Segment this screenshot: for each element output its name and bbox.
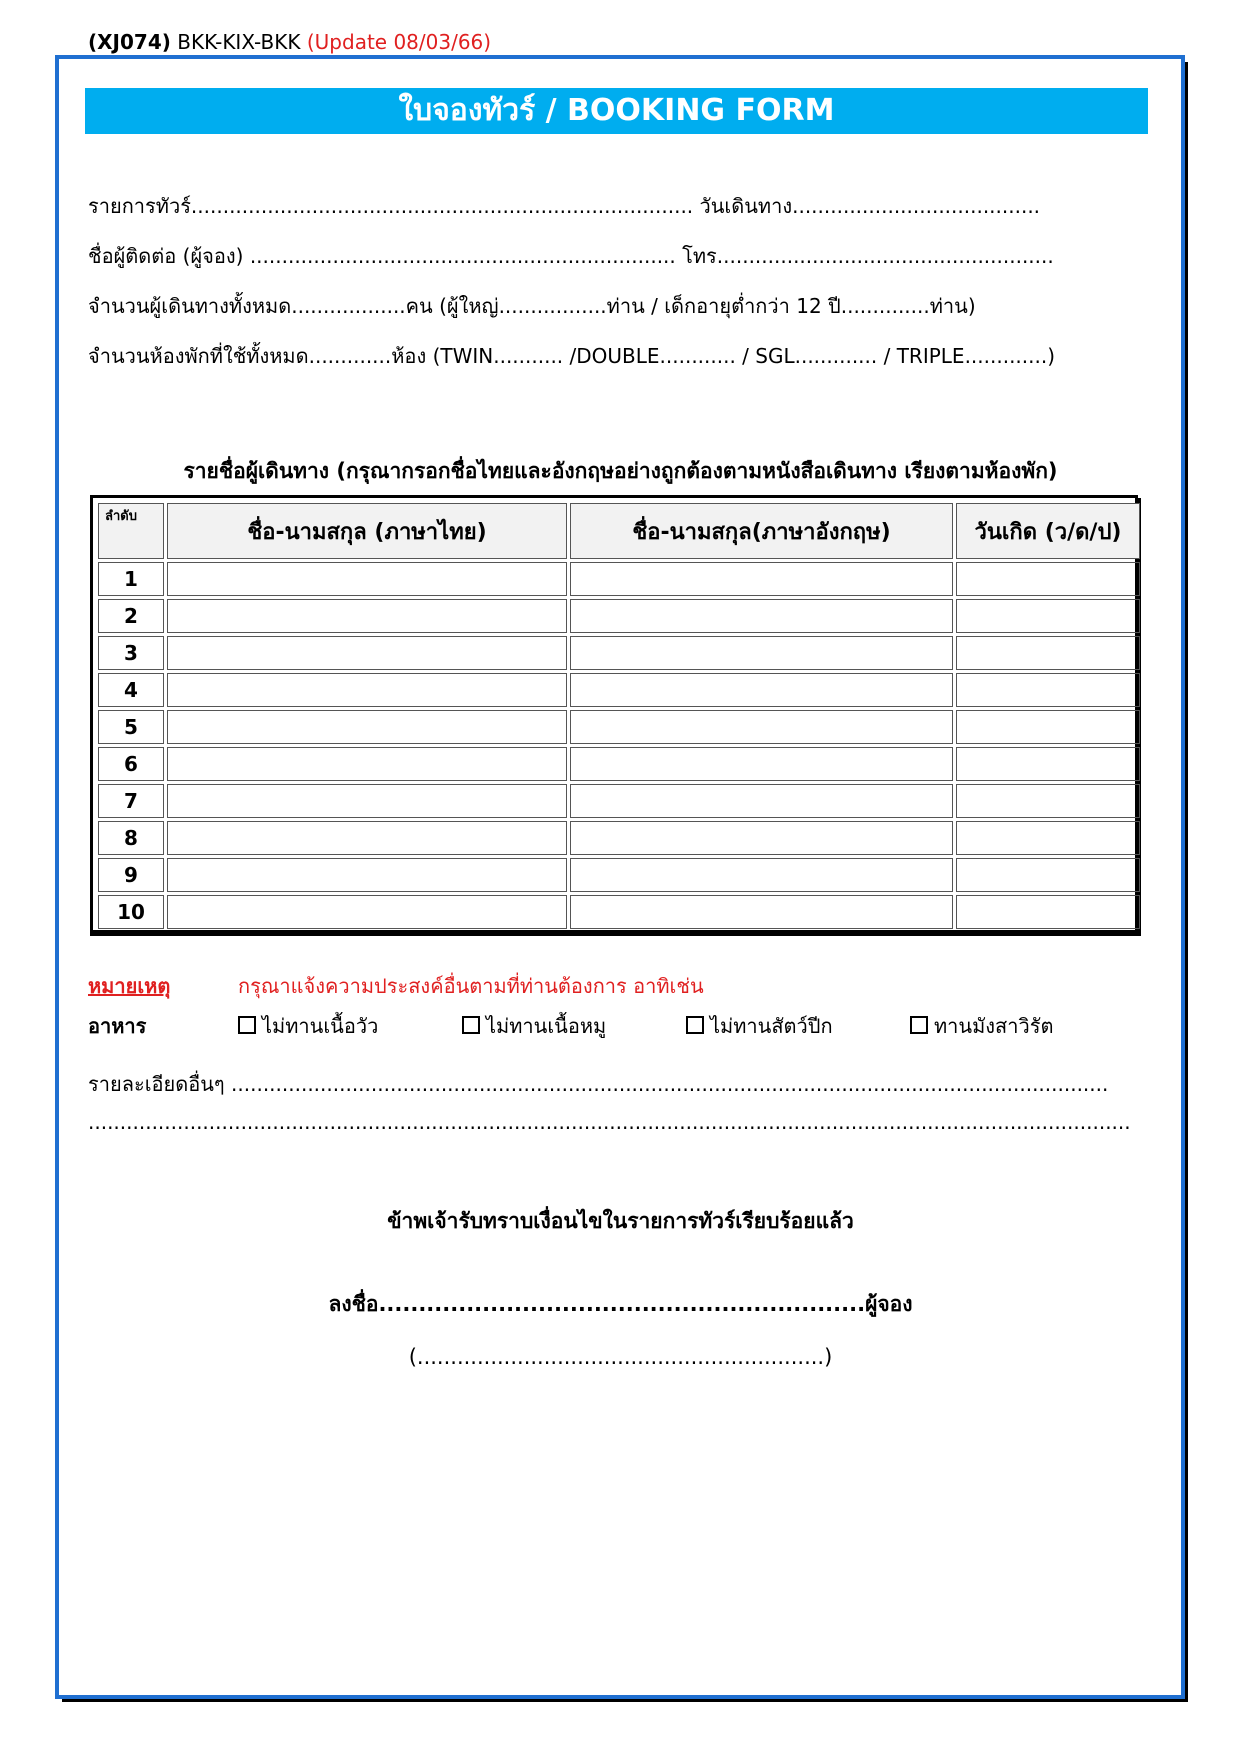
food-option-label: ไม่ทานเนื้อวัว [262, 1014, 379, 1038]
food-option-vegetarian[interactable] [910, 1010, 1053, 1042]
english-name-cell[interactable] [570, 747, 953, 781]
thai-name-cell[interactable] [167, 710, 567, 744]
pax-count-field[interactable]: จำนวนผู้เดินทางทั้งหมด..................คน (ผู้ใหญ่.................ท่าน / เด็กอายุต่ำกว่า 12 ปี..............ท่าน) [88, 294, 976, 318]
english-name-cell[interactable] [570, 858, 953, 892]
english-name-cell[interactable] [570, 562, 953, 596]
table-row [98, 858, 1140, 892]
table-row [98, 599, 1140, 633]
tour-field[interactable]: รายการทัวร์............................................................................... วันเดินทาง....................................... [88, 194, 1041, 218]
english-name-cell[interactable] [570, 599, 953, 633]
row-number: 4 [98, 673, 164, 707]
birthdate-cell[interactable] [956, 821, 1140, 855]
food-option-label: ไม่ทานสัตว์ปีก [710, 1014, 833, 1038]
checkbox-icon[interactable] [910, 1016, 928, 1034]
food-option-label: ทานมังสาวิรัต [934, 1014, 1054, 1038]
birthdate-cell[interactable] [956, 858, 1140, 892]
form-code: (XJ074) [88, 30, 171, 54]
thai-name-cell[interactable] [167, 599, 567, 633]
food-option-no-beef[interactable] [238, 1010, 378, 1042]
birthdate-cell[interactable] [956, 895, 1140, 929]
thai-name-cell[interactable] [167, 821, 567, 855]
english-name-cell[interactable] [570, 821, 953, 855]
birthdate-cell[interactable] [956, 784, 1140, 818]
passenger-section-title: รายชื่อผู้เดินทาง (กรุณากรอกชื่อไทยและอังกฤษอย่างถูกต้องตามหนังสือเดินทาง เรียงตามห้องพัก) [183, 459, 1058, 483]
birthdate-cell[interactable] [956, 673, 1140, 707]
acknowledgement: ข้าพเจ้ารับทราบเงื่อนไขในรายการทัวร์เรียบร้อยแล้ว [387, 1209, 854, 1233]
thai-name-cell[interactable] [167, 673, 567, 707]
table-row [98, 710, 1140, 744]
birthdate-cell[interactable] [956, 636, 1140, 670]
english-name-cell[interactable] [570, 895, 953, 929]
checkbox-icon[interactable] [686, 1016, 704, 1034]
row-number: 7 [98, 784, 164, 818]
thai-name-cell[interactable] [167, 784, 567, 818]
note-text: กรุณาแจ้งความประสงค์อื่นตามที่ท่านต้องการ อาทิเช่น [238, 974, 704, 998]
table-row [98, 821, 1140, 855]
english-name-cell[interactable] [570, 636, 953, 670]
english-name-cell[interactable] [570, 710, 953, 744]
col-header-english-name: ชื่อ-นามสกุล(ภาษาอังกฤษ) [570, 503, 953, 559]
birthdate-cell[interactable] [956, 710, 1140, 744]
row-number: 3 [98, 636, 164, 670]
table-row [98, 673, 1140, 707]
english-name-cell[interactable] [570, 784, 953, 818]
row-number: 10 [98, 895, 164, 929]
thai-name-cell[interactable] [167, 895, 567, 929]
food-option-label: ไม่ทานเนื้อหมู [486, 1014, 607, 1038]
thai-name-cell[interactable] [167, 636, 567, 670]
row-number: 1 [98, 562, 164, 596]
signature-name-field[interactable]: (.............................................................) [408, 1345, 833, 1369]
birthdate-cell[interactable] [956, 599, 1140, 633]
row-number: 2 [98, 599, 164, 633]
food-label: อาหาร [88, 1014, 147, 1038]
thai-name-cell[interactable] [167, 562, 567, 596]
birthdate-cell[interactable] [956, 747, 1140, 781]
english-name-cell[interactable] [570, 673, 953, 707]
update-date: (Update 08/03/66) [306, 30, 492, 54]
table-header-row [98, 503, 1140, 559]
room-count-field[interactable]: จำนวนห้องพักที่ใช้ทั้งหมด.............ห้อง (TWIN........... /DOUBLE............ / SGL............. / TRIPLE.............) [88, 344, 1056, 368]
row-number: 6 [98, 747, 164, 781]
note-label: หมายเหตุ [88, 974, 171, 998]
form-title: ใบจองทัวร์ / BOOKING FORM [85, 88, 1148, 134]
row-number: 8 [98, 821, 164, 855]
birthdate-cell[interactable] [956, 562, 1140, 596]
thai-name-cell[interactable] [167, 747, 567, 781]
thai-name-cell[interactable] [167, 858, 567, 892]
other-details-field[interactable]: รายละเอียดอื่นๆ .......................................................................................................................................... [88, 1072, 1109, 1096]
checkbox-icon[interactable] [238, 1016, 256, 1034]
signature-field[interactable]: ลงชื่อ.............................................................ผู้จอง [328, 1292, 913, 1316]
row-number: 5 [98, 710, 164, 744]
table-row [98, 895, 1140, 929]
table-row [98, 562, 1140, 596]
route: BKK-KIX-BKK [177, 30, 301, 54]
document-header [88, 30, 491, 54]
table-row [98, 747, 1140, 781]
food-option-no-poultry[interactable] [686, 1010, 833, 1042]
other-details-line2[interactable]: .................................................................................................................................................................... [88, 1110, 1131, 1134]
passenger-table [95, 500, 1143, 932]
col-header-no: ลำดับ [98, 503, 164, 559]
col-header-thai-name: ชื่อ-นามสกุล (ภาษาไทย) [167, 503, 567, 559]
row-number: 9 [98, 858, 164, 892]
col-header-birthdate: วันเกิด (ว/ด/ป) [956, 503, 1140, 559]
table-row [98, 636, 1140, 670]
table-row [98, 784, 1140, 818]
contact-field[interactable]: ชื่อผู้ติดต่อ (ผู้จอง) ................................................................... โทร..................................................... [88, 244, 1054, 268]
checkbox-icon[interactable] [462, 1016, 480, 1034]
food-option-no-pork[interactable] [462, 1010, 606, 1042]
